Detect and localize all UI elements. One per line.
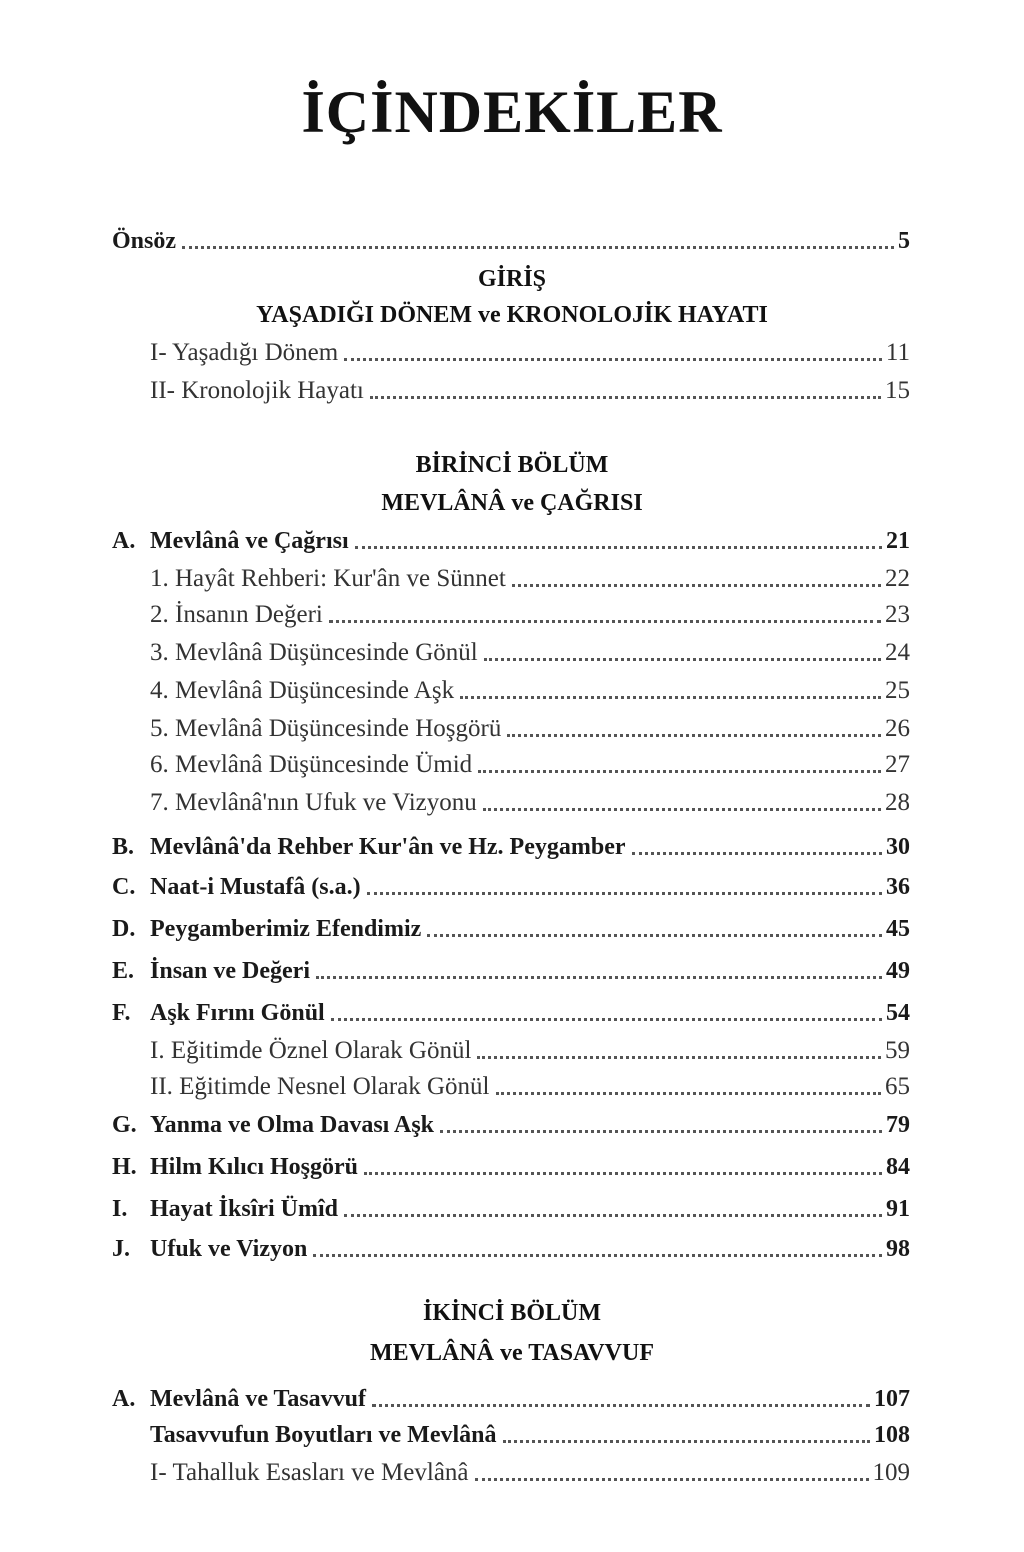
dot-leader [460,694,881,699]
toc-entry[interactable] [112,912,910,946]
section-heading-giris: GİRİŞ [477,266,547,292]
page-number: 25 [885,677,910,704]
entry-text: Yanma ve Olma Davası Aşk [150,1112,435,1138]
entry-text: Mevlânâ'da Rehber Kur'ân ve Hz. Peygamber [150,834,626,860]
entry-text: Peygamberimiz Efendimiz [150,916,422,942]
dot-leader [440,1128,882,1133]
entry-letter: D. [112,916,136,942]
dot-leader [364,1170,882,1175]
page-number: 109 [872,1459,910,1486]
page-number: 26 [885,715,910,742]
toc-entry[interactable] [112,954,910,988]
dot-leader [329,618,881,623]
dot-leader [367,890,882,895]
dot-leader [370,394,881,399]
toc-entry[interactable] [150,786,910,820]
toc-entry[interactable] [150,636,910,670]
entry-text: 1. Hayât Rehberi: Kur'ân ve Sünnet [150,565,506,592]
toc-entry[interactable] [112,1108,910,1142]
dot-leader [496,1090,882,1095]
toc-entry[interactable] [112,870,910,904]
page-number: 21 [886,528,910,554]
dot-leader [313,1252,882,1257]
entry-text: 6. Mevlânâ Düşüncesinde Ümid [150,751,473,778]
page-number: 54 [886,1000,910,1026]
dot-leader [512,582,881,587]
section-heading-ikinci: İKİNCİ BÖLÜM [422,1300,602,1326]
dot-leader [478,768,881,773]
dot-leader [483,806,881,811]
dot-leader [344,356,882,361]
toc-entry[interactable] [150,374,910,408]
entry-text: 5. Mevlânâ Düşüncesinde Hoşgörü [150,715,502,742]
page-title: İÇİNDEKİLER [301,79,723,145]
dot-leader [427,932,882,937]
dot-leader [632,850,883,855]
toc-entry[interactable] [150,1034,910,1068]
page-number: 24 [885,639,910,666]
page-number: 91 [886,1196,910,1222]
entry-text: 4. Mevlânâ Düşüncesinde Aşk [150,677,455,704]
entry-text: Tasavvufun Boyutları ve Mevlânâ [150,1422,497,1448]
section-heading-birinci: BİRİNCİ BÖLÜM [415,452,609,478]
section-subheading-ikinci: MEVLÂNÂ ve TASAVVUF [369,1340,654,1366]
entry-letter: F. [112,1000,131,1026]
entry-text: Aşk Fırını Gönül [150,1000,325,1026]
toc-entry-onsoz[interactable] [112,224,910,258]
toc-entry[interactable] [112,524,910,558]
entry-text: 2. İnsanın Değeri [150,601,323,628]
entry-text: Naat-i Mustafâ (s.a.) [150,874,361,900]
page-number: 36 [886,874,910,900]
page-number: 49 [886,958,910,984]
entry-letter: A. [112,1386,136,1412]
page-number: 27 [885,751,910,778]
toc-entry[interactable] [112,1192,910,1226]
entry-letter: A. [112,528,136,554]
entry-text: I. Eğitimde Öznel Olarak Gönül [150,1037,472,1064]
toc-entry[interactable] [150,674,910,708]
page-number: 59 [885,1037,910,1064]
page-number: 5 [898,228,910,254]
toc-entry[interactable] [112,1150,910,1184]
entry-letter: H. [112,1154,137,1180]
page-number: 28 [885,789,910,816]
page-number: 107 [874,1386,910,1412]
toc-entry[interactable] [150,1418,910,1452]
dot-leader [316,974,882,979]
toc-entry[interactable] [112,996,910,1030]
page-number: 108 [874,1422,910,1448]
dot-leader [507,732,881,737]
dot-leader [331,1016,882,1021]
page-number: 11 [885,339,910,366]
entry-letter: E. [112,958,135,984]
toc-entry[interactable] [150,712,910,746]
toc-entry[interactable] [150,1456,910,1490]
dot-leader [182,244,894,249]
toc-entry[interactable] [112,1382,910,1416]
toc-entry[interactable] [150,1070,910,1104]
entry-text: Önsöz [112,228,177,254]
entry-text: Ufuk ve Vizyon [150,1236,308,1262]
entry-letter: C. [112,874,136,900]
page-number: 15 [885,377,910,404]
section-subheading-birinci: MEVLÂNÂ ve ÇAĞRISI [381,490,643,516]
entry-letter: B. [112,834,135,860]
toc-entry[interactable] [112,1232,910,1266]
page-number: 22 [885,565,910,592]
toc-entry[interactable] [150,598,910,632]
page-number: 30 [886,834,910,860]
section-subheading-giris: YAŞADIĞI DÖNEM ve KRONOLOJİK HAYATI [256,302,768,328]
dot-leader [475,1476,869,1481]
entry-letter: I. [112,1196,128,1222]
entry-letter: J. [112,1236,130,1262]
page-number: 84 [886,1154,910,1180]
entry-letter: G. [112,1112,137,1138]
page-number: 23 [885,601,910,628]
entry-text: 7. Mevlânâ'nın Ufuk ve Vizyonu [150,789,477,816]
page-number: 65 [885,1073,910,1100]
dot-leader [355,544,882,549]
entry-text: II. Eğitimde Nesnel Olarak Gönül [150,1073,490,1100]
dot-leader [344,1212,882,1217]
dot-leader [372,1402,870,1407]
entry-text: 3. Mevlânâ Düşüncesinde Gönül [150,639,478,666]
page-number: 79 [886,1112,910,1138]
toc-entry[interactable] [150,336,910,370]
page-number: 45 [886,916,910,942]
entry-text: I- Tahalluk Esasları ve Mevlânâ [150,1459,469,1486]
toc-entry[interactable] [150,748,910,782]
dot-leader [477,1054,881,1059]
entry-text: İnsan ve Değeri [150,958,310,984]
toc-entry[interactable] [112,830,910,864]
dot-leader [503,1438,871,1443]
entry-text: Hilm Kılıcı Hoşgörü [150,1154,358,1180]
entry-text: Mevlânâ ve Tasavvuf [150,1386,367,1412]
dot-leader [484,656,881,661]
page-number: 98 [886,1236,910,1262]
entry-text: Hayat İksîri Ümîd [150,1196,339,1222]
entry-text: I- Yaşadığı Dönem [150,339,339,366]
entry-text: II- Kronolojik Hayatı [150,377,364,404]
toc-entry[interactable] [150,562,910,596]
entry-text: Mevlânâ ve Çağrısı [150,528,349,554]
